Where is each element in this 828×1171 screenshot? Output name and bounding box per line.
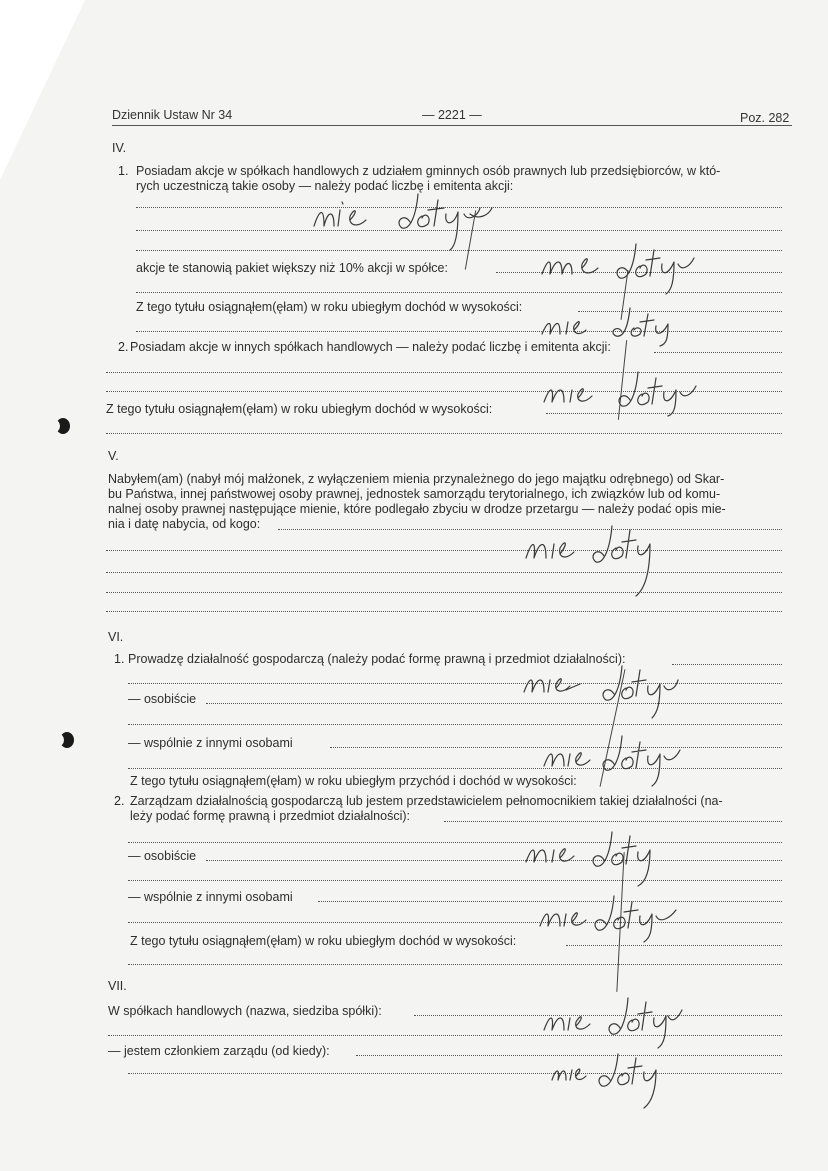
handwritten-nie-dotyczy [536,238,696,298]
answer-line [106,572,782,573]
page-number: — 2221 — [422,108,482,122]
vi-item1-number: 1. [114,652,125,666]
vi-item2-osobiscie: — osobiście [128,849,197,863]
v-text-line4: nia i datę nabycia, od kogo: [108,517,261,531]
handwritten-nie-dotyczy [540,988,690,1048]
position-number: Poz. 282 [740,111,790,125]
handwritten-nie-dotyczy [540,732,690,788]
vi-item2-dochod-label: Z tego tytułu osiągnąłem(ęłam) w roku ubiegłym dochód w wysokości: [130,934,517,948]
vi-item1-text: Prowadzę działalność gospodarczą (należy podać formę prawną i przedmiot działalności): [128,652,626,666]
handwritten-nie-dotyczy [520,660,680,720]
journal-title: Dziennik Ustaw Nr 34 [112,108,233,122]
handwritten-nie-dotyczy [548,1050,678,1110]
answer-line [444,821,782,822]
iv-item2-dochod-label: Z tego tytułu osiągnąłem(ęłam) w roku ubiegłym dochód w wysokości: [106,402,493,416]
vi-item2-text-line1: Zarządzam działalnością gospodarczą lub jestem przedstawicielem pełnomocnikiem takiej działalności (na- [130,794,723,808]
answer-line [672,664,782,665]
handwritten-nie-dotyczy [536,892,686,942]
answer-line [654,352,782,353]
handwritten-nie-dotyczy [538,304,688,344]
answer-line [206,860,782,861]
handwritten-nie-dotyczy [538,368,698,416]
answer-line [106,592,782,593]
iv-item1-text-line1: Posiadam akcje w spółkach handlowych z udziałem gminnych osób prawnych lub przedsiębiorców, w któ- [136,164,721,178]
vi-item1-przychod-label: Z tego tytułu osiągnąłem(ęłam) w roku ubiegłym przychód i dochód w wysokości: [130,774,577,788]
answer-line [106,433,782,434]
answer-line [106,550,782,551]
vi-item1-wspolnie: — wspólnie z innymi osobami [128,736,293,750]
punch-hole-top [56,418,70,434]
iv-item1-number: 1. [118,164,129,178]
answer-line [128,1073,782,1074]
answer-line [128,724,782,725]
answer-line [128,964,782,965]
section-vii-heading: VII. [108,979,127,993]
iv-item2-number: 2. [118,340,129,354]
iv-item1-pakiet-label: akcje te stanowią pakiet większy niż 10% akcji w spółce: [136,261,448,275]
vi-item2-number: 2. [114,794,125,808]
handwritten-nie-dotyczy [520,518,670,598]
v-text-line2: bu Państwa, innej państwowej osoby prawnej, jednostek samorządu terytorialnego, ich związków lub od komu- [108,487,721,501]
vi-item2-wspolnie: — wspólnie z innymi osobami [128,890,293,904]
handwritten-nie-dotyczy [310,186,500,256]
answer-line [566,945,782,946]
vii-text-line1: W spółkach handlowych (nazwa, siedziba spółki): [108,1004,382,1018]
answer-line [128,880,782,881]
v-text-line1: Nabyłem(am) (nabył mój małżonek, z wyłączeniem mienia przynależnego do jego majątku odrębnego) od Skar- [108,472,725,486]
header-rule [112,125,792,126]
page-corner [0,0,85,180]
section-v-heading: V. [108,449,119,463]
iv-item2-text: Posiadam akcje w innych spółkach handlowych — należy podać liczbę i emitenta akcji: [130,340,611,354]
answer-line [206,703,782,704]
vi-item1-osobiscie: — osobiście [128,692,197,706]
answer-line [128,842,782,843]
section-vi-heading: VI. [108,630,124,644]
answer-line [106,611,782,612]
handwritten-nie-dotyczy [520,826,680,886]
section-iv-heading: IV. [112,141,127,155]
answer-line [128,683,782,684]
vi-item2-text-line2: leży podać formę prawną i przedmiot działalności): [130,809,410,823]
v-text-line3: nalnej osoby prawnej następujące mienie, które podlegało zbyciu w drodze przetargu — należy podać opis mie- [108,502,726,516]
punch-hole-bottom [60,732,74,748]
vii-text-line2: — jestem członkiem zarządu (od kiedy): [108,1044,330,1058]
iv-item1-dochod-label: Z tego tytułu osiągnąłem(ęłam) w roku ubiegłym dochód w wysokości: [136,300,523,314]
iv-item1-text-line2: rych uczestniczą takie osoby — należy podać liczbę i emitenta akcji: [136,179,514,193]
